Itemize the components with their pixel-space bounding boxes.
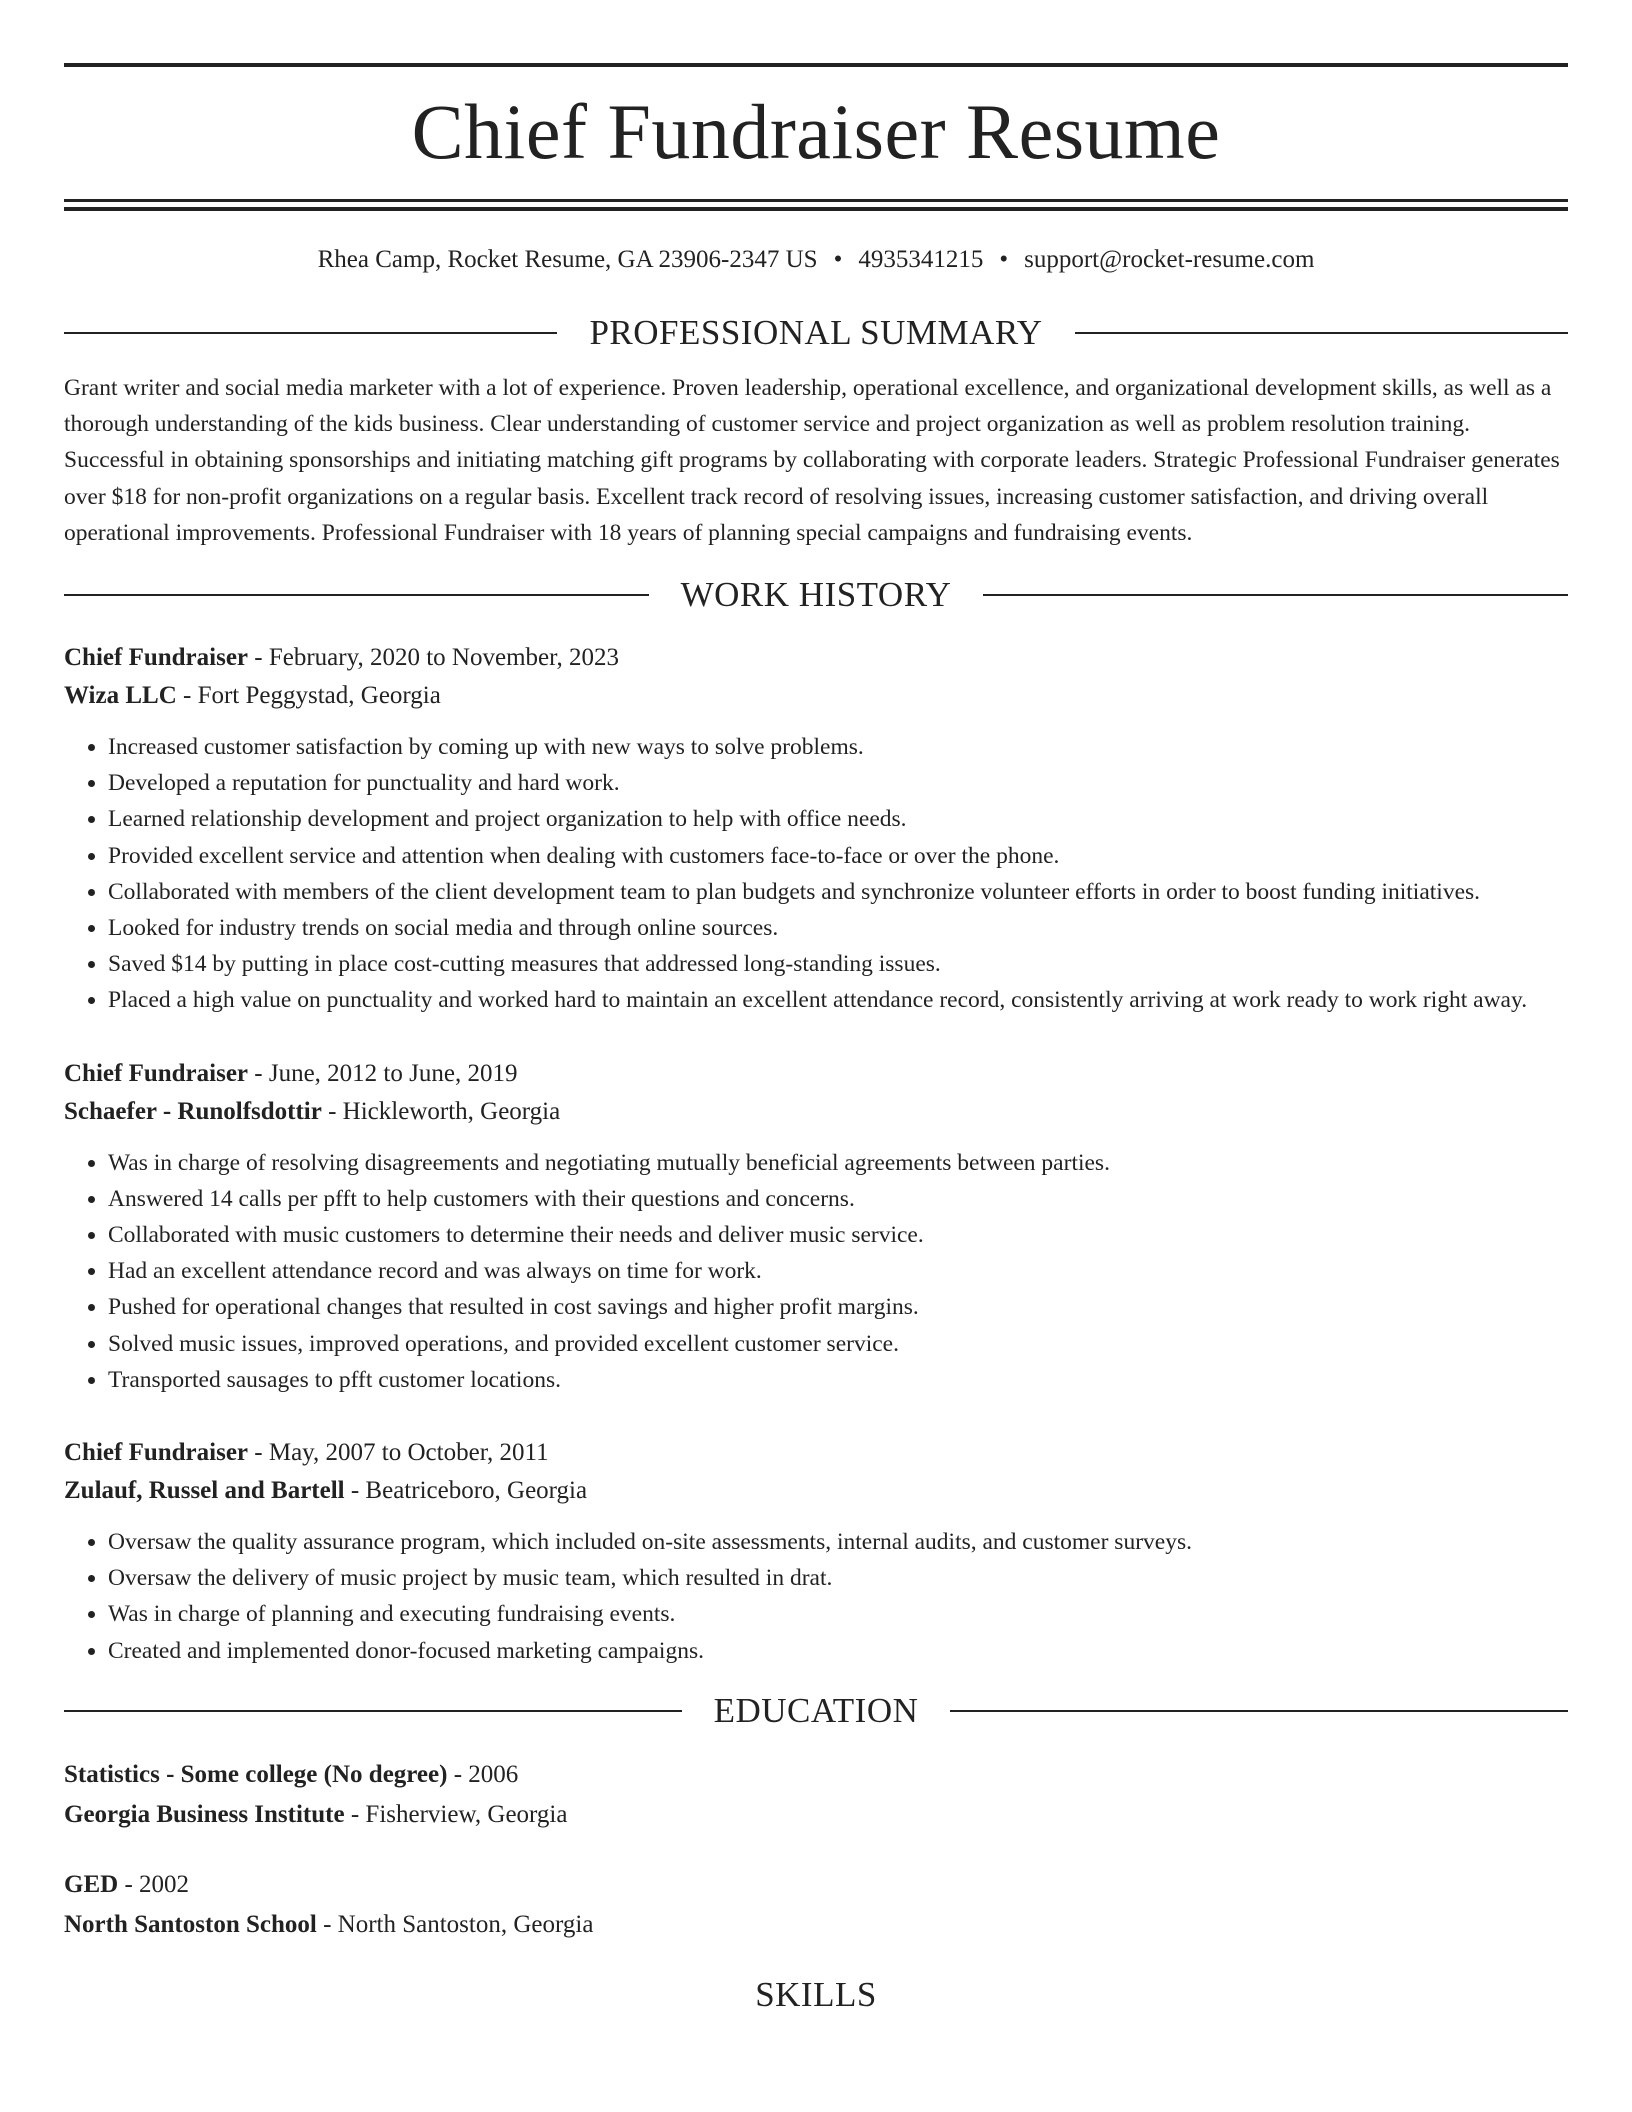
education-year: - 2006	[447, 1760, 519, 1788]
job-bullets	[64, 1145, 1568, 1398]
contact-phone: 4935341215	[858, 246, 984, 273]
job-title: Chief Fundraiser	[64, 644, 249, 672]
education-degree: GED	[64, 1870, 119, 1898]
job-bullet: • Oversaw the quality assurance program, which included on-site assessments, internal audits, and customer surveys.	[108, 1524, 1568, 1560]
job-dates: - February, 2020 to November, 2023	[248, 644, 619, 672]
contact-separator: •	[833, 246, 843, 273]
education-school: Georgia Business Institute	[64, 1800, 345, 1828]
job-title: Chief Fundraiser	[64, 1439, 249, 1467]
job-bullet: • Was in charge of planning and executing fundraising events.	[108, 1596, 1568, 1632]
job-bullets	[64, 729, 1568, 1019]
job-entry-1	[64, 639, 1568, 1019]
job-bullet: • Saved $14 by putting in place cost-cutting measures that addressed long-standing issues.	[108, 946, 1568, 982]
contact-email: support@rocket-resume.com	[1024, 246, 1315, 273]
education-degree-line	[64, 1755, 1568, 1795]
heading-rule-left	[64, 594, 649, 596]
education-location: - North Santoston, Georgia	[316, 1910, 594, 1938]
contact-address: Rhea Camp, Rocket Resume, GA 23906-2347 US	[317, 246, 818, 273]
job-bullet: • Oversaw the delivery of music project by music team, which resulted in drat.	[108, 1560, 1568, 1596]
section-heading-skills	[64, 1975, 1568, 2015]
job-bullet: • Collaborated with music customers to determine their needs and deliver music service.	[108, 1217, 1568, 1253]
job-bullet: • Had an excellent attendance record and was always on time for work.	[108, 1253, 1568, 1289]
job-title-line	[64, 639, 1568, 677]
job-bullet: • Answered 14 calls per pfft to help customers with their questions and concerns.	[108, 1181, 1568, 1217]
job-company: Wiza LLC	[64, 682, 177, 710]
page-title: Chief Fundraiser Resume	[411, 88, 1221, 175]
education-entry-2	[64, 1865, 1568, 1945]
job-bullets	[64, 1524, 1568, 1669]
education-entry-1	[64, 1755, 1568, 1835]
heading-rule-right	[983, 594, 1568, 596]
education-degree: Statistics - Some college (No degree)	[64, 1760, 448, 1788]
title-double-rule	[64, 199, 1568, 211]
contact-line	[64, 245, 1568, 275]
heading-rule-left	[64, 1710, 682, 1712]
job-title-line	[64, 1434, 1568, 1472]
education-location: - Fisherview, Georgia	[344, 1800, 568, 1828]
job-bullet: • Created and implemented donor-focused marketing campaigns.	[108, 1633, 1568, 1669]
education-year: - 2002	[118, 1870, 190, 1898]
job-company-line	[64, 677, 1568, 715]
job-location: - Beatriceboro, Georgia	[344, 1477, 588, 1505]
job-entry-2	[64, 1055, 1568, 1398]
section-heading-work-history	[64, 575, 1568, 615]
job-company-line	[64, 1472, 1568, 1510]
education-degree-line	[64, 1865, 1568, 1905]
job-company: Zulauf, Russel and Bartell	[64, 1477, 345, 1505]
section-title-skills: SKILLS	[755, 1974, 877, 2014]
section-title-education: EDUCATION	[713, 1690, 919, 1730]
job-location: - Hickleworth, Georgia	[321, 1097, 561, 1125]
job-bullet: • Was in charge of resolving disagreements and negotiating mutually beneficial agreements between parties.	[108, 1145, 1568, 1181]
section-heading-summary	[64, 313, 1568, 353]
job-title: Chief Fundraiser	[64, 1059, 249, 1087]
job-bullet: • Pushed for operational changes that resulted in cost savings and higher profit margins.	[108, 1289, 1568, 1325]
job-bullet: • Transported sausages to pfft customer locations.	[108, 1362, 1568, 1398]
job-company: Schaefer - Runolfsdottir	[64, 1097, 322, 1125]
top-rule	[64, 63, 1568, 67]
section-heading-education	[64, 1691, 1568, 1731]
education-school-line	[64, 1795, 1568, 1835]
job-bullet: • Learned relationship development and project organization to help with office needs.	[108, 801, 1568, 837]
contact-separator: •	[999, 246, 1009, 273]
job-bullet: • Provided excellent service and attention when dealing with customers face-to-face or over the phone.	[108, 838, 1568, 874]
job-bullet: • Looked for industry trends on social media and through online sources.	[108, 910, 1568, 946]
section-title-work-history: WORK HISTORY	[680, 575, 952, 615]
job-bullet: • Placed a high value on punctuality and worked hard to maintain an excellent attendance record, consistently arriving at work ready to work right away.	[108, 982, 1568, 1018]
job-location: - Fort Peggystad, Georgia	[176, 682, 441, 710]
education-school: North Santoston School	[64, 1910, 317, 1938]
job-bullet: • Solved music issues, improved operations, and provided excellent customer service.	[108, 1326, 1568, 1362]
job-dates: - May, 2007 to October, 2011	[248, 1439, 549, 1467]
job-bullet: • Increased customer satisfaction by coming up with new ways to solve problems.	[108, 729, 1568, 765]
job-bullet: • Collaborated with members of the client development team to plan budgets and synchronize volunteer efforts in order to boost funding initiatives.	[108, 874, 1568, 910]
resume-page	[64, 0, 1568, 2015]
job-dates: - June, 2012 to June, 2019	[248, 1059, 518, 1087]
heading-rule-right	[950, 1710, 1568, 1712]
job-title-line	[64, 1055, 1568, 1093]
job-entry-3	[64, 1434, 1568, 1669]
section-title-summary: PROFESSIONAL SUMMARY	[589, 313, 1043, 352]
summary-paragraph: Grant writer and social media marketer with a lot of experience. Proven leadership, operational excellence, and organizational development skills, as well as a thorough understanding of the kids business. Clear understanding of customer service and project organization as well as problem resolution training. Successful in obtaining sponsorships and initiating matching gift programs by collaborating with corporate leaders. Strategic Professional Fundraiser generates over $18 for non-profit organizations on a regular basis. Excellent track record of resolving issues, increasing customer satisfaction, and driving overall operational improvements. Professional Fundraiser with 18 years of planning special campaigns and fundraising events.	[64, 375, 1560, 546]
education-school-line	[64, 1905, 1568, 1945]
heading-rule-left	[64, 332, 557, 334]
heading-rule-right	[1075, 332, 1568, 334]
job-bullet: • Developed a reputation for punctuality and hard work.	[108, 765, 1568, 801]
job-company-line	[64, 1093, 1568, 1131]
